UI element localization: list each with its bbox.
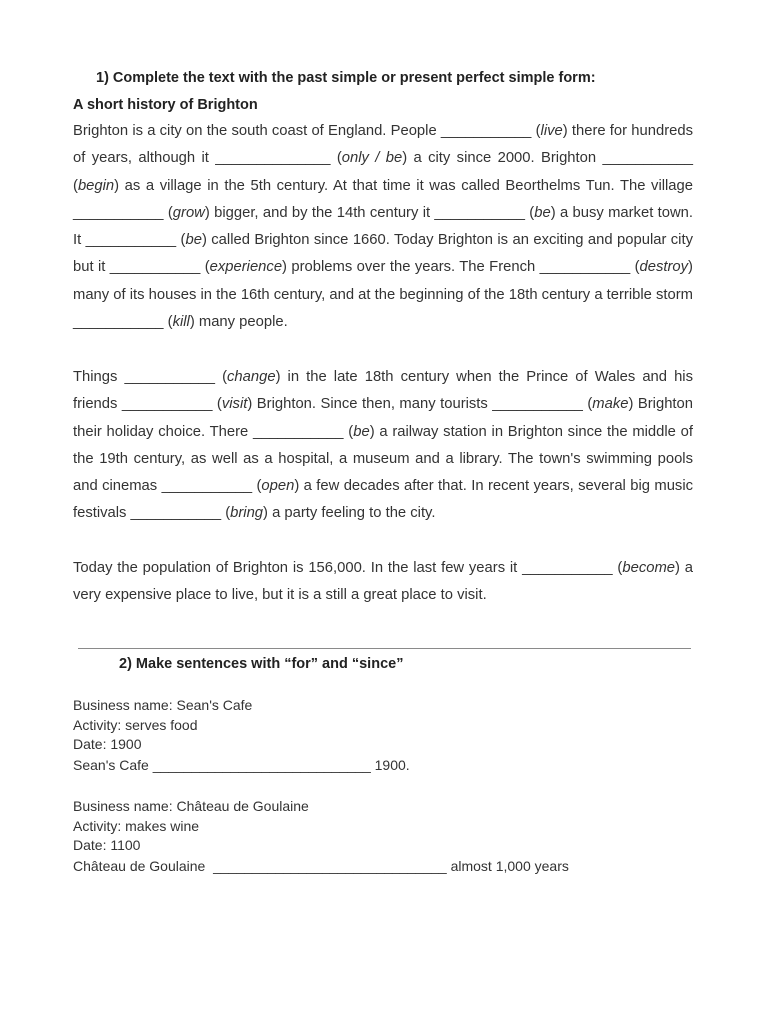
text-segment: Things ___________ (	[73, 369, 228, 385]
text-segment: ) bigger, and by the 14th century it ___________ (	[204, 204, 535, 221]
business-date: Date: 1100	[73, 837, 141, 853]
text-segment: ) many people.	[189, 314, 288, 331]
text-segment: ) a party feeling to the city.	[263, 505, 436, 522]
verb-prompt: begin	[77, 177, 115, 194]
text-segment: Today the population of Brighton is 156,000. In the last few years it ___________ (	[73, 560, 623, 576]
verb-prompt: make	[592, 396, 629, 413]
business-activity: Activity: serves food	[73, 716, 198, 733]
text-segment: ) many of its houses in the 16th century, and at the beginning of the 18th century a terrible storm ___________ (	[73, 259, 693, 331]
verb-prompt: only / be	[341, 150, 403, 167]
verb-prompt: visit	[221, 396, 248, 413]
business-name: Business name: Château de Goulaine	[73, 798, 309, 814]
text-segment: ) a railway station in Brighton since the middle of the 19th century, as well as a hospital, a museum and a library. The town's swimming pools and cinemas ___________ (	[73, 423, 694, 495]
text-segment: ) as a village in the 5th century. At that time it was called Beorthelms Tun. The village ___________ (	[73, 177, 693, 221]
verb-prompt: destroy	[639, 259, 689, 276]
brighton-paragraph-3	[73, 555, 693, 610]
business-activity: Activity: makes wine	[73, 817, 200, 834]
answer-line: Sean's Cafe ____________________________ 1900.	[73, 756, 410, 773]
answer-line: Château de Goulaine ______________________________ almost 1,000 years	[73, 857, 569, 874]
verb-prompt: be	[185, 232, 202, 249]
brighton-paragraph-2	[73, 364, 693, 528]
exercise1-heading: 1) Complete the text with the past simple or present perfect simple form:	[96, 70, 596, 86]
text-segment: ) there for hundreds of years, although it ______________ (	[73, 123, 693, 167]
text-segment: ) a very expensive place to live, but it is a still a great place to visit.	[73, 560, 693, 604]
verb-prompt: change	[227, 369, 276, 385]
verb-prompt: experience	[209, 259, 283, 276]
verb-prompt: live	[540, 123, 563, 139]
business-name: Business name: Sean's Cafe	[73, 697, 253, 713]
text-segment: ) a city since 2000. Brighton ___________ (	[73, 150, 693, 194]
verb-prompt: bring	[230, 505, 264, 522]
text-segment: ) a few decades after that. In recent years, several big music festivals ___________ (	[73, 478, 694, 522]
verb-prompt: be	[534, 204, 551, 221]
text-segment: ) problems over the years. The French ___________ (	[282, 259, 640, 276]
section-divider	[78, 648, 691, 649]
business-block-chateau-de-goulaine	[73, 797, 569, 876]
verb-prompt: open	[261, 478, 295, 495]
verb-prompt: be	[353, 423, 370, 440]
business-block-seans-cafe	[73, 696, 410, 775]
text-segment: ) in the late 18th century when the Prince of Wales and his friends ___________ (	[73, 369, 693, 413]
text-segment: ) a busy market town. It ___________ (	[73, 204, 693, 249]
text-segment: ) Brighton their holiday choice. There ___________ (	[73, 396, 693, 440]
verb-prompt: grow	[172, 204, 205, 221]
text-segment: ) Brighton. Since then, many tourists ___________ (	[247, 396, 593, 413]
text-segment: ) called Brighton since 1660. Today Brighton is an exciting and popular city but it ___________ (	[73, 232, 693, 276]
text-segment: Brighton is a city on the south coast of England. People ___________ (	[73, 123, 541, 139]
business-date: Date: 1900	[73, 736, 142, 752]
exercise1-subheading: A short history of Brighton	[73, 97, 258, 113]
verb-prompt: kill	[172, 314, 190, 331]
brighton-paragraph-1	[73, 118, 693, 336]
exercise2-heading: 2) Make sentences with “for” and “since”	[119, 656, 404, 672]
verb-prompt: become	[622, 560, 676, 576]
